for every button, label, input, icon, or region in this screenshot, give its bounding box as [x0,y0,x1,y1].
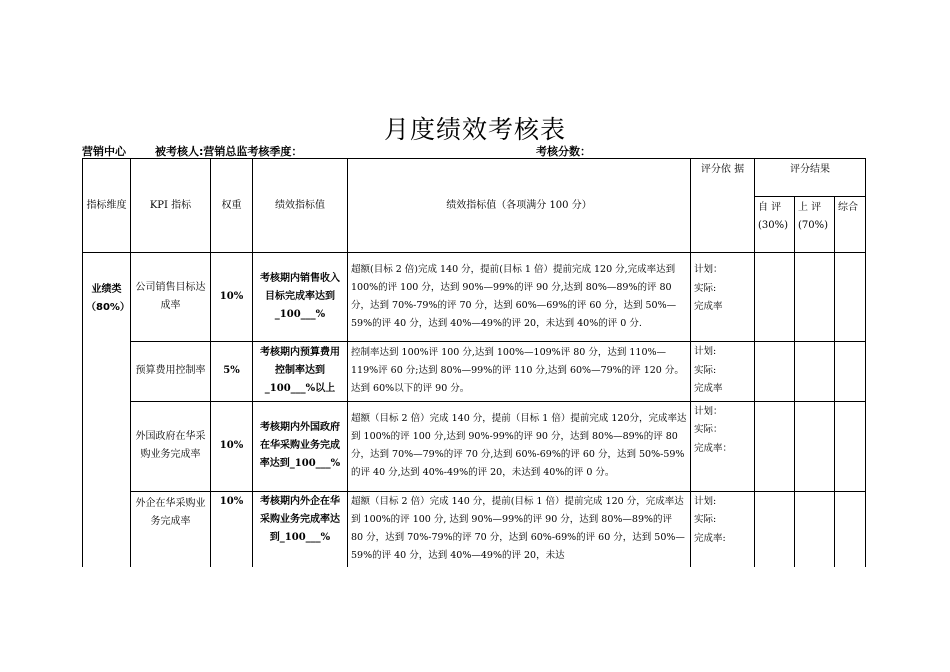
self-score-cell[interactable] [755,342,795,402]
superior-score-cell[interactable] [795,491,835,567]
kpi-name: 公司销售目标达成率 [131,253,211,342]
kpi-name: 外国政府在华采购业务完成率 [131,401,211,491]
header-self-review: 自 评(30%) [755,197,795,253]
kpi-basis [691,342,755,402]
superior-score-cell[interactable] [795,253,835,342]
kpi-standard: 控制率达到 100%评 100 分,达到 100%—109%评 80 分，达到 110%—119%评 60 分;达到 80%—99%的评 110 分,达到 60%—79%的评 120 分。达到 60%以下的评 90 分。 [348,342,691,402]
total-score-cell[interactable] [835,491,866,567]
basis-rate: 完成率 [694,301,723,312]
kpi-basis [691,253,755,342]
kpi-basis [691,491,755,567]
kpi-name: 外企在华采购业务完成率 [131,491,211,567]
kpi-standard: 超额(目标 2 倍)完成 140 分，提前(目标 1 倍）提前完成 120 分,完成率达到 100%的评 100 分，达到 90%—99%的评 90 分,达到 80%—89%的评 80 分，达到 70%-79%的评 70 分，达到 60%—69%的评 60 分，达到 50%—59%的评 40 分，达到 40%—49%的评 20，未达到 40%的评 0 分. [348,253,691,342]
kpi-weight: 10% [211,253,253,342]
page-title: 月度绩效考核表 [383,115,566,144]
header-row [83,159,866,197]
header-kpi: KPI 指标 [131,159,211,253]
kpi-name: 预算费用控制率 [131,342,211,402]
basis-actual: 实际: [694,514,717,525]
table-row [83,401,866,491]
total-score-cell[interactable] [835,401,866,491]
basis-rate: 完成率 [694,383,723,394]
basis-plan: 计划: [694,346,717,357]
kpi-weight: 10% [211,401,253,491]
header-result: 评分结果 [755,159,866,197]
basis-actual: 实际: [694,282,717,294]
basis-rate: 完成率： [694,442,733,454]
header-standard: 绩效指标值（各项满分 100 分） [348,159,691,253]
kpi-table [82,158,866,567]
kpi-weight: 10% [211,491,253,567]
basis-plan: 计划： [694,405,723,417]
kpi-target: 考核期内销售收入目标完成率达到_100___% [253,253,348,342]
total-score-cell[interactable] [835,253,866,342]
self-score-cell[interactable] [755,401,795,491]
table-row [83,253,866,342]
table-row [83,491,866,567]
score-label: 考核分数： [536,145,591,158]
superior-score-cell[interactable] [795,401,835,491]
kpi-target: 考核期内外国政府在华采购业务完成率达到_100___% [253,401,348,491]
basis-actual: 实际： [694,424,723,435]
self-score-cell[interactable] [755,253,795,342]
self-score-cell[interactable] [755,491,795,567]
header-target: 绩效指标值 [253,159,348,253]
kpi-target: 考核期内外企在华采购业务完成率达到_100___% [253,491,348,567]
basis-plan: 计划: [694,495,717,507]
basis-rate: 完成率: [694,532,726,544]
kpi-standard: 超额（目标 2 倍）完成 140 分，提前(目标 1 倍）提前完成 120 分，完成率达到 100%的评 100 分, 达到 90%—99%的评 90 分，达到 80%—89%的评 80 分，达到 70%-79%的评 70 分，达到 60%-69%的评 60 分，达到 50%—59%的评 40 分，达到 40%—49%的评 20，未达 [348,491,691,567]
table-row [83,342,866,402]
header-basis: 评分依 据 [691,159,755,253]
header-superior-review: 上 评(70%) [795,197,835,253]
total-score-cell[interactable] [835,342,866,402]
basis-plan: 计划： [694,264,723,275]
header-total: 综合 [835,197,866,253]
examinee-label: 被考核人:营销总监考核季度： [155,145,303,158]
kpi-weight: 5% [211,342,253,402]
kpi-basis [691,401,755,491]
header-dimension: 指标维度 [83,159,131,253]
basis-actual: 实际: [694,364,717,376]
department-label: 营销中心 [82,145,126,158]
header-weight: 权重 [211,159,253,253]
kpi-target: 考核期内预算费用控制率达到_100___%以上 [253,342,348,402]
kpi-standard: 超额（目标 2 倍）完成 140 分，提前（目标 1 倍）提前完成 120分，完成率达到 100%的评 100 分,达到 90%-99%的评 90 分，达到 80%—89%的评 80 分，达到 70%—79%的评 70 分,达到 60%-69%的评 60 分，达到 50%-59%的评 40 分,达到 40%-49%的评 20，未达到 40%的评 0 分。 [348,401,691,491]
dimension-performance: 业绩类（80%） [83,253,131,567]
superior-score-cell[interactable] [795,342,835,402]
